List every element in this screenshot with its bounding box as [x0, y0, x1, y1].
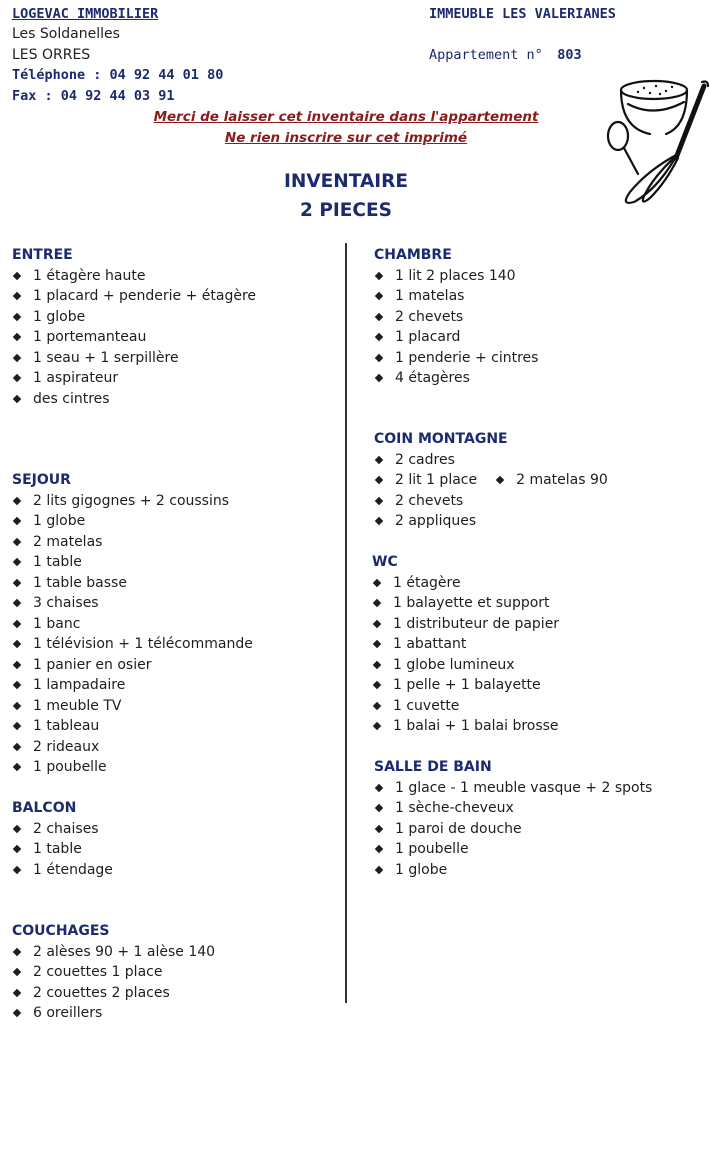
bullet-icon	[375, 845, 383, 853]
bullet-icon	[375, 866, 383, 874]
list-item: 2 couettes 1 place	[12, 962, 215, 983]
bullet-icon	[13, 497, 21, 505]
list-item: 1 tableau	[12, 716, 253, 737]
list-item: 2 lit 1 place	[395, 472, 478, 488]
bullet-icon	[13, 661, 21, 669]
bullet-icon	[13, 620, 21, 628]
bullet-icon	[13, 722, 21, 730]
address-line-1: Les Soldanelles	[12, 26, 120, 42]
bullet-icon	[13, 866, 21, 874]
list-item: 1 meuble TV	[12, 696, 253, 717]
list-item: 1 balayette et support	[372, 593, 559, 614]
list-item: 2 alèses 90 + 1 alèse 140	[12, 942, 215, 963]
list-item: 1 table basse	[12, 573, 253, 594]
bullet-icon	[13, 538, 21, 546]
list-item: 1 banc	[12, 614, 253, 635]
section-title: CHAMBRE	[374, 247, 452, 263]
bullet-icon	[373, 661, 381, 669]
bullet-icon	[375, 476, 383, 484]
bullet-icon	[13, 825, 21, 833]
bullet-icon	[13, 948, 21, 956]
list-item: 1 globe	[12, 307, 256, 328]
section-coin-montagne	[374, 429, 608, 532]
bullet-icon	[13, 1009, 21, 1017]
bullet-icon	[13, 763, 21, 771]
list-item: 1 cuvette	[372, 696, 559, 717]
notice-do-not-write: Ne rien inscrire sur cet imprimé	[224, 130, 468, 146]
section-entree	[12, 245, 256, 409]
list-item: 1 lampadaire	[12, 675, 253, 696]
fax: Fax : 04 92 44 03 91	[12, 88, 175, 104]
list-item: 1 étagère haute	[12, 266, 256, 287]
bullet-icon	[375, 354, 383, 362]
bullet-icon	[373, 681, 381, 689]
list-item: 1 table	[12, 552, 253, 573]
bullet-icon	[373, 722, 381, 730]
apartment-label-text: Appartement n°	[429, 47, 543, 63]
bullet-icon	[13, 702, 21, 710]
section-chambre	[374, 245, 538, 389]
list-item: 2 appliques	[374, 511, 608, 532]
bullet-icon	[13, 681, 21, 689]
list-item: 1 penderie + cintres	[374, 348, 538, 369]
bullet-icon	[13, 517, 21, 525]
section-sejour	[12, 470, 253, 778]
list-item: 1 lit 2 places 140	[374, 266, 538, 287]
section-title: BALCON	[12, 800, 77, 816]
list-item: 1 portemanteau	[12, 327, 256, 348]
bullet-icon	[13, 292, 21, 300]
list-item: 6 oreillers	[12, 1003, 215, 1024]
list-item: 1 poubelle	[12, 757, 253, 778]
list-item: 2 couettes 2 places	[12, 983, 215, 1004]
bullet-icon	[13, 845, 21, 853]
page-title: INVENTAIRE	[283, 171, 409, 192]
bullet-icon	[13, 640, 21, 648]
bullet-icon	[13, 333, 21, 341]
list-item: 1 étagère	[372, 573, 559, 594]
bullet-icon	[13, 558, 21, 566]
bullet-icon	[375, 374, 383, 382]
bullet-icon	[375, 825, 383, 833]
list-item: 2 chevets	[374, 307, 538, 328]
bullet-icon	[13, 968, 21, 976]
list-item: 1 étendage	[12, 860, 113, 881]
bullet-icon	[375, 333, 383, 341]
section-salle-de-bain	[374, 757, 652, 880]
list-item: 1 abattant	[372, 634, 559, 655]
list-item: 1 globe lumineux	[372, 655, 559, 676]
section-title: SEJOUR	[12, 472, 71, 488]
list-item: 1 glace - 1 meuble vasque + 2 spots	[374, 778, 652, 799]
list-item: 4 étagères	[374, 368, 538, 389]
bullet-icon	[13, 989, 21, 997]
section-title: WC	[372, 554, 398, 570]
bullet-icon	[375, 804, 383, 812]
list-item: 1 poubelle	[374, 839, 652, 860]
bullet-icon	[373, 640, 381, 648]
page-subtitle: 2 PIECES	[300, 200, 392, 221]
list-item: 2 chevets	[374, 491, 608, 512]
bullet-icon	[375, 456, 383, 464]
list-item: 2 rideaux	[12, 737, 253, 758]
list-item: 1 table	[12, 839, 113, 860]
list-item: 2 matelas	[12, 532, 253, 553]
notice-leave-inventory: Merci de laisser cet inventaire dans l'appartement	[153, 109, 539, 125]
address-line-2: LES ORRES	[12, 47, 91, 63]
list-item: 1 placard	[374, 327, 538, 348]
section-title: SALLE DE BAIN	[374, 759, 492, 775]
list-item: 1 pelle + 1 balayette	[372, 675, 559, 696]
list-item: 1 télévision + 1 télécommande	[12, 634, 253, 655]
list-item: 2 chaises	[12, 819, 113, 840]
bullet-icon	[496, 476, 504, 484]
list-item: 2 lits gigognes + 2 coussins	[12, 491, 253, 512]
bullet-icon	[13, 395, 21, 403]
list-item: 1 balai + 1 balai brosse	[372, 716, 559, 737]
column-divider	[345, 243, 347, 1003]
list-item: 1 seau + 1 serpillère	[12, 348, 256, 369]
list-item: 1 matelas	[374, 286, 538, 307]
bullet-icon	[373, 702, 381, 710]
building-name: IMMEUBLE LES VALERIANES	[429, 6, 616, 22]
list-item: 2 cadres	[374, 450, 608, 471]
bullet-icon	[375, 497, 383, 505]
apartment-label	[429, 45, 582, 66]
agency-name: LOGEVAC IMMOBILIER	[12, 6, 159, 22]
bullet-icon	[375, 517, 383, 525]
bullet-icon	[375, 784, 383, 792]
apartment-number: 803	[557, 47, 582, 63]
section-couchages	[12, 921, 215, 1024]
section-title: COIN MONTAGNE	[374, 431, 508, 447]
phone: Téléphone : 04 92 44 01 80	[12, 67, 224, 83]
list-item: 3 chaises	[12, 593, 253, 614]
bullet-icon	[373, 599, 381, 607]
section-title: ENTREE	[12, 247, 73, 263]
list-item: 1 placard + penderie + étagère	[12, 286, 256, 307]
list-item: 1 distributeur de papier	[372, 614, 559, 635]
bullet-icon	[13, 374, 21, 382]
bullet-icon	[373, 620, 381, 628]
list-item: 1 aspirateur	[12, 368, 256, 389]
section-title: COUCHAGES	[12, 923, 110, 939]
list-item: 1 globe	[12, 511, 253, 532]
section-balcon	[12, 798, 113, 880]
bullet-icon	[375, 272, 383, 280]
list-item: 1 paroi de douche	[374, 819, 652, 840]
list-item: 1 panier en osier	[12, 655, 253, 676]
bullet-icon	[13, 313, 21, 321]
bullet-icon	[13, 579, 21, 587]
list-item: des cintres	[12, 389, 256, 410]
list-item-pair	[374, 470, 608, 491]
list-item: 1 sèche-cheveux	[374, 798, 652, 819]
list-item: 1 globe	[374, 860, 652, 881]
bullet-icon	[13, 354, 21, 362]
list-item: 2 matelas 90	[516, 472, 608, 488]
bullet-icon	[13, 599, 21, 607]
bullet-icon	[373, 579, 381, 587]
bullet-icon	[13, 272, 21, 280]
bullet-icon	[375, 313, 383, 321]
section-wc	[372, 552, 559, 737]
bullet-icon	[375, 292, 383, 300]
bullet-icon	[13, 743, 21, 751]
